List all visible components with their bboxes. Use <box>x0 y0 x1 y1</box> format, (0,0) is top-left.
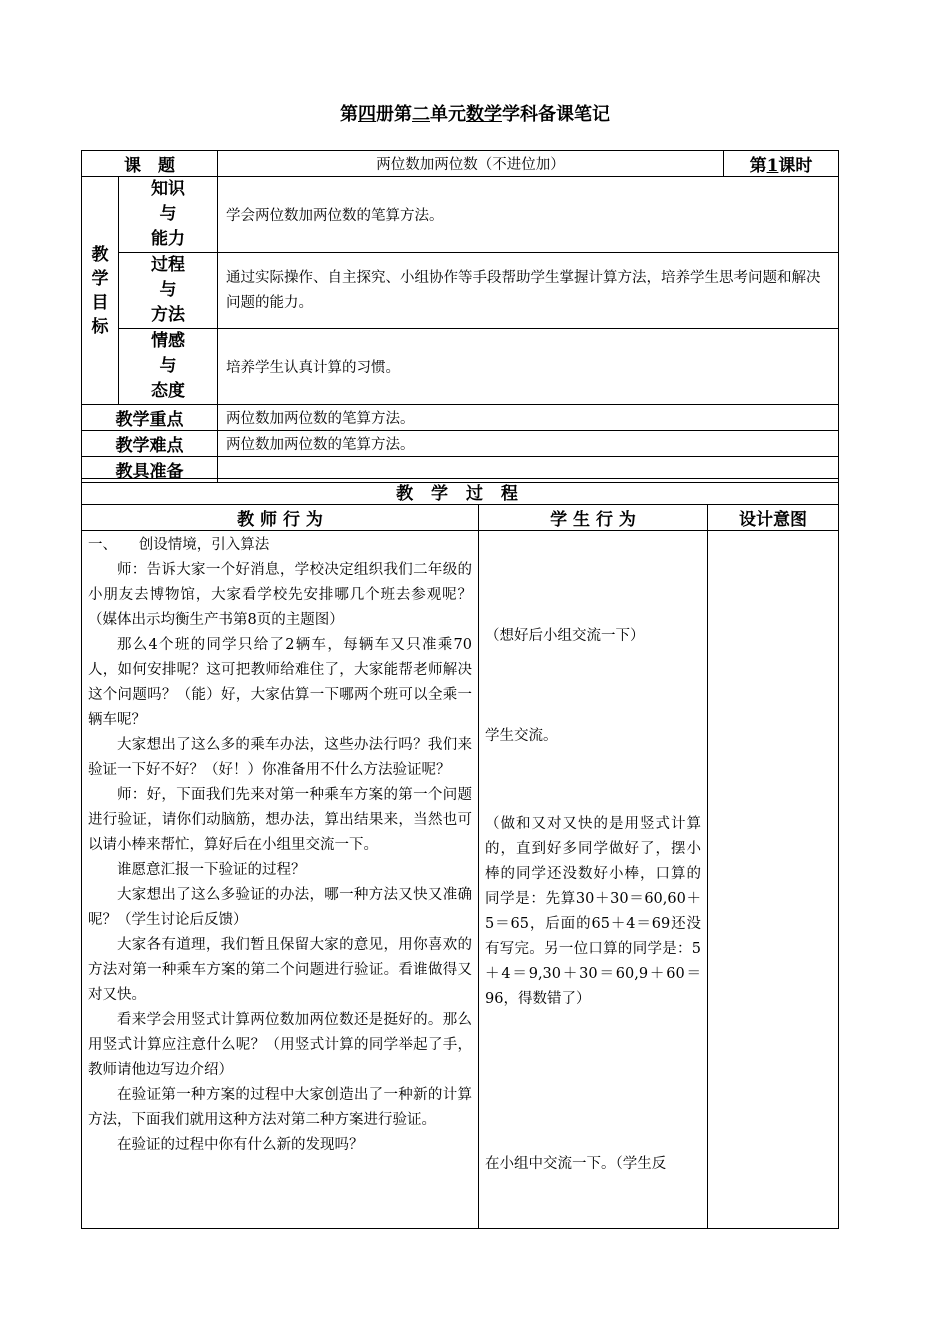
objective-knowledge-text: 学会两位数加两位数的笔算方法。 <box>218 177 839 253</box>
teacher-column-header: 教 师 行 为 <box>82 505 479 531</box>
topic-label: 课 题 <box>82 151 218 177</box>
title-subject: 数学 <box>466 104 502 125</box>
difficult-point-label: 教学难点 <box>82 431 218 457</box>
teacher-paragraph: 师：好，下面我们先来对第一种乘车方案的第一个问题进行验证，请你们动脑筋，想办法，算出结果来，当然也可以请小棒来帮忙，算好后在小组里交流一下。 <box>88 787 472 853</box>
title-book-number: 四 <box>358 104 376 125</box>
lesson-number: 第1课时 <box>724 151 839 177</box>
title-part: 单元 <box>430 104 466 125</box>
teacher-paragraph: 师：告诉大家一个好消息，学校决定组织我们二年级的小朋友去博物馆，大家看学校先安排哪几个班去参观呢？（媒体出示均衡生产书第8页的主题图） <box>88 562 472 628</box>
objective-knowledge-label: 知识 与 能力 <box>119 177 218 253</box>
student-note: （做和又对又快的是用竖式计算的，直到好多同学做好了，摆小棒的同学还没数好小棒，口算的同学是：先算30＋30＝60,60＋5＝65，后面的65＋4＝69还没有写完。另一位口算的同学是：5＋4＝9,30＋30＝60,9＋60＝96，得数错了） <box>485 816 701 1007</box>
teacher-paragraph: 看来学会用竖式计算两位数加两位数还是挺好的。那么用竖式计算应注意什么呢？（用竖式计算的同学举起了手，教师请他边写边介绍） <box>88 1012 472 1078</box>
lesson-info-table <box>81 150 839 483</box>
tools-label: 教具准备 <box>82 457 218 483</box>
title-part: 第 <box>340 104 358 125</box>
student-note: 学生交流。 <box>485 728 558 744</box>
student-note: 在小组中交流一下。（学生反 <box>485 1156 667 1172</box>
teacher-section-heading: 一、 创设情境，引入算法 <box>88 537 270 553</box>
student-column-header: 学 生 行 为 <box>479 505 708 531</box>
teacher-paragraph: 谁愿意汇报一下验证的过程？ <box>117 862 306 878</box>
objectives-label <box>82 177 119 405</box>
title-part: 册第 <box>376 104 412 125</box>
teacher-paragraph: 在验证第一种方案的过程中大家创造出了一种新的计算方法，下面我们就用这种方法对第二种方案进行验证。 <box>88 1087 472 1128</box>
title-unit-number: 二 <box>412 104 430 125</box>
process-title: 教 学 过 程 <box>82 479 839 505</box>
key-point-text: 两位数加两位数的笔算方法。 <box>218 405 839 431</box>
design-intent <box>708 531 839 1229</box>
student-actions <box>479 531 708 1229</box>
teacher-paragraph: 在验证的过程中你有什么新的发现吗？ <box>117 1137 364 1153</box>
teacher-paragraph: 大家想出了这么多验证的办法，哪一种方法又快又准确呢？（学生讨论后反馈） <box>88 887 472 928</box>
key-point-label: 教学重点 <box>82 405 218 431</box>
topic-value: 两位数加两位数（不进位加） <box>218 151 724 177</box>
objective-attitude-label: 情感 与 态度 <box>119 329 218 405</box>
teacher-paragraph: 大家各有道理，我们暂且保留大家的意见，用你喜欢的方法对第一种乘车方案的第二个问题进行验证。看谁做得又对又快。 <box>88 937 472 1003</box>
objective-process-label: 过程 与 方法 <box>119 253 218 329</box>
teacher-actions <box>82 531 479 1229</box>
student-note: （想好后小组交流一下） <box>485 628 645 644</box>
teaching-process-table <box>81 478 839 1229</box>
objective-attitude-text: 培养学生认真计算的习惯。 <box>218 329 839 405</box>
objectives-label-text: 教学目标 <box>91 244 109 337</box>
teacher-paragraph: 大家想出了这么多的乘车办法，这些办法行吗？我们来验证一下好不好？（好！）你准备用不什么方法验证呢？ <box>88 737 472 778</box>
difficult-point-text: 两位数加两位数的笔算方法。 <box>218 431 839 457</box>
page-title <box>0 100 950 126</box>
objective-process-text: 通过实际操作、自主探究、小组协作等手段帮助学生掌握计算方法，培养学生思考问题和解决问题的能力。 <box>218 253 839 329</box>
title-part: 学科备课笔记 <box>502 104 610 125</box>
design-column-header: 设计意图 <box>708 505 839 531</box>
teacher-paragraph: 那么4个班的同学只给了2辆车，每辆车又只准乘70人，如何安排呢？这可把教师给难住了，大家能帮老师解决这个问题吗？（能）好，大家估算一下哪两个班可以全乘一辆车呢？ <box>88 637 472 728</box>
